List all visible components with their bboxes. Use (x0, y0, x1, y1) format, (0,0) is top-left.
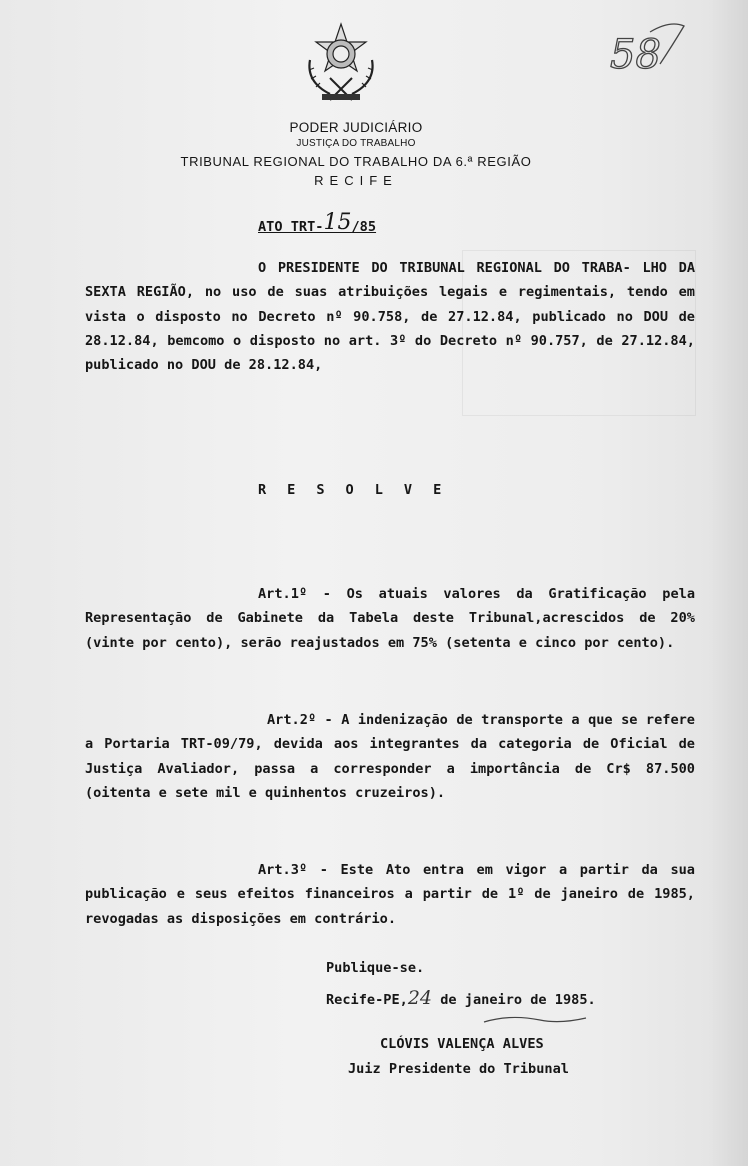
header-tribunal-regional: TRIBUNAL REGIONAL DO TRABALHO DA 6.ª REGIÃO (180, 154, 532, 169)
article-2-text: A indenização de transporte a que se refere a Portaria TRT-09/79, devida aos integrantes da categoria de Oficial de Justiça Avaliador, passa a corresponder a importância de Cr$ 87.500 (oitenta e sete mil e quinhentos cruzeiros). (85, 712, 695, 801)
coat-of-arms-seal-icon (300, 20, 382, 104)
signer-name: CLÓVIS VALENÇA ALVES (380, 1036, 544, 1052)
article-3-label: Art.3º - (258, 862, 328, 878)
handwritten-page-mark (600, 18, 690, 82)
date-place: Recife-PE, (326, 992, 408, 1008)
article-3-text: Este Ato entra em vigor a partir da sua publicação e seus efeitos financeiros a partir de 1º de janeiro de 1985, revogadas as disposições em contrário. (85, 862, 695, 927)
article-3 (85, 858, 695, 931)
preamble-paragraph (85, 256, 695, 377)
publish-line: Publique-se. (326, 960, 425, 976)
preamble-lead: O PRESIDENTE DO TRIBUNAL REGIONAL DO TRABA- (258, 260, 631, 276)
header-justica-trabalho: JUSTIÇA DO TRABALHO (296, 138, 416, 149)
page-mark-text: 58 (610, 32, 661, 78)
article-1 (85, 582, 695, 655)
article-1-label: Art.1º - (258, 586, 331, 602)
preamble-text: LHO DA SEXTA REGIÃO, no uso de suas atribuições legais e regimentais, tendo em vista o disposto no Decreto nº 90.758, de 27.12.84, publicado no DOU de 28.12.84, bemcomo o disposto no art. 3º do Decreto nº 90.757, de 27.12.84, publicado no DOU de 28.12.84, (85, 260, 696, 374)
article-2-label: Art.2º - (267, 712, 333, 728)
act-prefix: ATO TRT- (258, 219, 324, 235)
act-title (258, 212, 376, 237)
signature-flourish (480, 1012, 590, 1028)
resolve-heading: RESOLVE (258, 482, 463, 498)
header-city: RECIFE (314, 173, 398, 188)
signer-title: Juiz Presidente do Tribunal (348, 1061, 569, 1077)
date-rest: de janeiro de 1985. (440, 992, 596, 1008)
act-number-handwritten: 15 (323, 210, 352, 235)
date-line (326, 987, 596, 1009)
article-1-text: Os atuais valores da Gratificação pela Representação de Gabinete da Tabela deste Tribunal,acrescidos de 20% (vinte por cento), serão reajustados em 75% (setenta e cinco por cento). (85, 586, 695, 651)
header-poder-judiciario: PODER JUDICIÁRIO (289, 120, 423, 135)
article-2 (85, 708, 695, 805)
act-suffix: /85 (351, 219, 377, 235)
date-day-handwritten: 24 (407, 987, 433, 1009)
